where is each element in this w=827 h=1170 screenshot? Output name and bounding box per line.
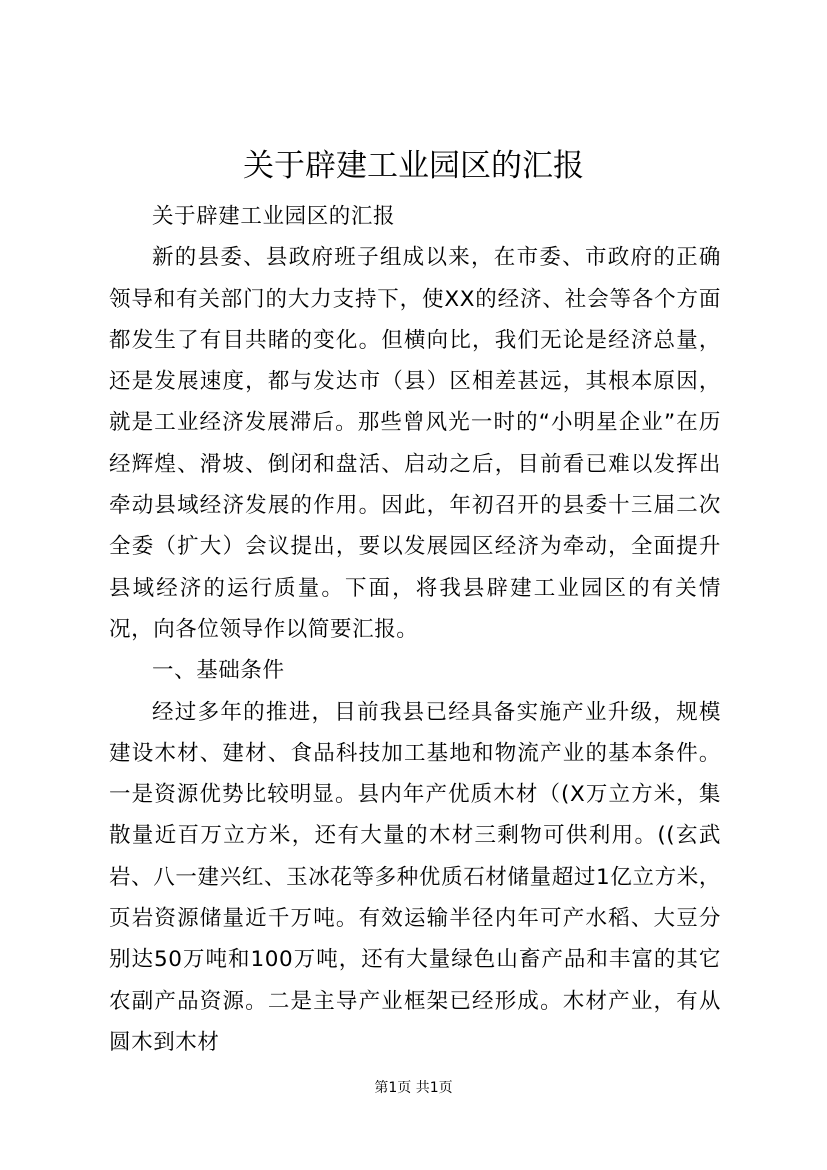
document-title: 关于辟建工业园区的汇报 xyxy=(243,148,584,184)
intro-paragraph: 新的县委、县政府班子组成以来，在市委、市政府的正确领导和有关部门的大力支持下，使XX的经济、社会等各个方面都发生了有目共睹的变化。但横向比，我们无论是经济总量，还是发展速度，都与发达市（县）区相差甚远，其根本原因，就是工业经济发展滞后。那些曾风光一时的“小明星企业”在历经辉煌、滑坡、倒闭和盘活、启动之后，目前看已难以发挥出牵动县域经济发展的作用。因此，年初召开的县委十三届二次全委（扩大）会议提出，要以发展园区经济为牵动，全面提升县域经济的运行质量。下面，将我县辟建工业园区的有关情况，向各位领导作以简要汇报。 xyxy=(109,245,721,642)
section-heading: 一、基础条件 xyxy=(152,658,285,684)
page-footer: 第1页 共1页 xyxy=(374,1080,453,1096)
body-paragraph: 经过多年的推进，目前我县已经具备实施产业升级，规模建设木材、建材、食品科技加工基地和物流产业的基本条件。一是资源优势比较明显。县内年产优质木材（(X万立方米，集散量近百万立方米，还有大量的木材三剩物可供利用。((玄武岩、八一建兴红、玉冰花等多种优质石材储量超过1亿立方米，页岩资源储量近千万吨。有效运输半径内年可产水稻、大豆分别达50万吨和100万吨，还有大量绿色山畜产品和丰富的其它农副产品资源。二是主导产业框架已经形成。木材产业，有从圆木到木材 xyxy=(109,699,721,1055)
subtitle-paragraph: 关于辟建工业园区的汇报 xyxy=(152,204,396,229)
document-body xyxy=(109,196,721,1063)
